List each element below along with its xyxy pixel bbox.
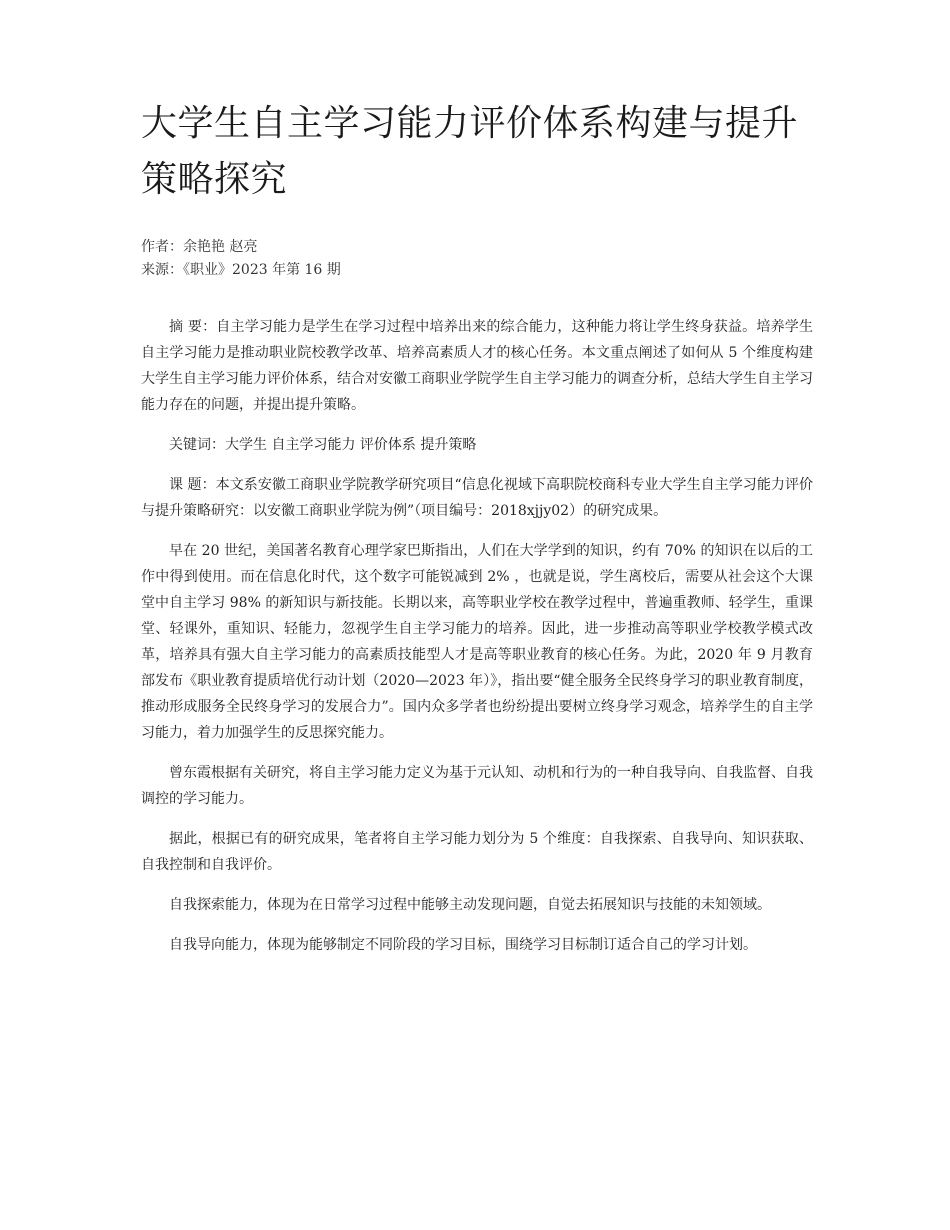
body-paragraph: 自我导向能力，体现为能够制定不同阶段的学习目标，围绕学习目标制订适合自己的学习计划。 — [169, 937, 757, 953]
document-meta — [141, 236, 813, 282]
body-paragraph: 据此，根据已有的研究成果，笔者将自主学习能力划分为 5 个维度：自我探索、自我导向、知识获取、自我控制和自我评价。 — [141, 831, 813, 873]
body-paragraph: 早在 20 世纪，美国著名教育心理学家巴斯指出，人们在大学学到的知识，约有 70% 的知识在以后的工作中得到使用。而在信息化时代，这个数字可能锐减到 2% ，也就是说，学生离校后，需要从社会这个大课堂中自主学习 98% 的新知识与新技能。长期以来，高等职业学校在教学过程中，普遍重教师、轻学生，重课堂、轻课外，重知识、轻能力，忽视学生自主学习能力的培养。因此，进一步推动高等职业学校教学模式改革，培养具有强大自主学习能力的高素质技能型人才是高等职业教育的核心任务。为此，2020 年 9 月教育部发布《职业教育提质培优行动计划（2020—2023 年）》，指出要“健全服务全民终身学习的职业教育制度，推动形成服务全民终身学习的发展合力”。国内众多学者也纷纷提出要树立终身学习观念，培养学生的自主学习能力，着力加强学生的反思探究能力。 — [141, 543, 813, 741]
keywords-paragraph: 关键词：大学生 自主学习能力 评价体系 提升策略 — [169, 437, 477, 453]
body-paragraph: 自我探索能力，体现为在日常学习过程中能够主动发现问题，自觉去拓展知识与技能的未知领域。 — [169, 897, 771, 913]
document-page — [141, 96, 813, 958]
body-paragraph: 曾东霞根据有关研究，将自主学习能力定义为基于元认知、动机和行为的一种自我导向、自我监督、自我调控的学习能力。 — [141, 765, 813, 807]
project-paragraph: 课 题：本文系安徽工商职业学院教学研究项目“信息化视域下高职院校商科专业大学生自主学习能力评价与提升策略研究：以安徽工商职业学院为例”（项目编号：2018xjjy02）的研究成果。 — [141, 477, 813, 519]
document-title: 大学生自主学习能力评价体系构建与提升策略探究 — [141, 103, 799, 200]
abstract-paragraph: 摘 要：自主学习能力是学生在学习过程中培养出来的综合能力，这种能力将让学生终身获益。培养学生自主学习能力是推动职业院校教学改革、培养高素质人才的核心任务。本文重点阐述了如何从 5 个维度构建大学生自主学习能力评价体系，结合对安徽工商职业学院学生自主学习能力的调查分析，总结大学生自主学习能力存在的问题，并提出提升策略。 — [141, 319, 813, 413]
author-line: 作者：余艳艳 赵亮 — [141, 239, 258, 255]
source-line: 来源：《职业》2023 年第 16 期 — [141, 262, 341, 278]
